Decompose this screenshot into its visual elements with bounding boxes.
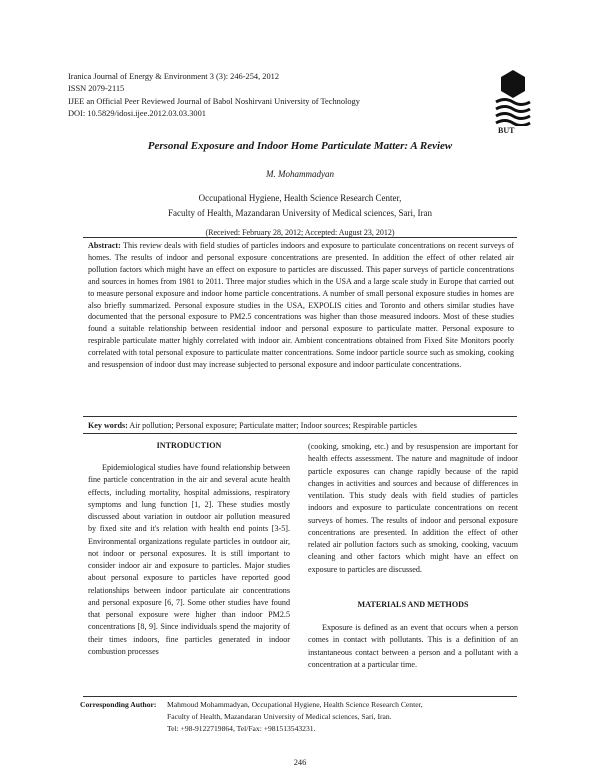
doi: DOI: 10.5829/idosi.ijee.2012.03.03.3001 [68, 109, 206, 118]
divider [83, 416, 517, 417]
abstract [88, 240, 514, 371]
paper-title: Personal Exposure and Indoor Home Particulate Matter: A Review [147, 140, 453, 152]
corresponding-author-line-3: Tel: +98-9122719864, Tel/Fax: +981513543231. [167, 724, 316, 733]
journal-description: IJEE an Official Peer Reviewed Journal of Babol Noshirvani University of Technology [68, 97, 360, 106]
affiliation-line-2: Faculty of Health, Mazandaran University of Medical sciences, Sari, Iran [168, 208, 432, 218]
footer-divider [83, 696, 517, 697]
right-column-methods [308, 622, 518, 671]
corresponding-author-line-1: Mahmoud Mohammadyan, Occupational Hygiene, Health Science Research Center, [167, 700, 423, 709]
keywords [88, 420, 514, 431]
keywords-label: Key words: [88, 421, 128, 430]
author: M. Mohammadyan [266, 169, 334, 179]
right-column [308, 441, 518, 576]
corresponding-author-label: Corresponding Author: [80, 700, 157, 709]
abstract-label: Abstract: [88, 241, 121, 250]
divider [83, 237, 517, 238]
page-number: 246 [293, 758, 307, 767]
corresponding-author-line-2: Faculty of Health, Mazandaran University of Medical sciences, Sari, Iran. [167, 712, 392, 721]
abstract-text: This review deals with field studies of particles indoors and exposure to particulate concentrations on recent surveys of homes. The results of indoor and personal exposure concentrations are presented. In addition the effect of other related air pollution factors which might have an effect on exposure to particles are discussed. This paper surveys of particle concentrations and sources in homes from 1981 to 2011. Three major studies which in the USA and a large scale study in Europe that carried out to measure personal exposure and indoor home particle concentrations. A number of small personal exposure studies in homes are also briefly summarized. Personal exposure studies in the USA, EXPOLIS cities and Toronto and others similar studies have documented that the personal exposure to PM2.5 concentrations was higher than those measured indoors. Most of these studies found a suitable relationship between residential indoor and personal exposure to particulate matter. Personal exposure to respirable particulate matter highly correlated with indoor air. Ambient concentrations obtained from Fixed Site Monitors poorly correlated with total personal exposure to particulate matter concentrations. Some indoor particle source such as smoking, cooking and resuspension of indoor dust may increase subjected to personal exposure and indoor particulate concentrations. [88, 241, 514, 370]
journal-citation: Iranica Journal of Energy & Environment 3 (3): 246-254, 2012 [68, 72, 280, 81]
logo-label: BUT [498, 126, 515, 135]
received-dates: (Received: February 28, 2012; Accepted: August 23, 2012) [205, 228, 395, 237]
continued-paragraph: (cooking, smoking, etc.) and by resuspension are important for health effects assessment. The nature and magnitude of indoor particle exposures can change rapidly because of the rapid changes in activities and sources and because of differences in ventilation. This study deals with field studies of particles indoors and exposure to particulate concentrations on recent surveys of homes. The results of indoor and personal exposure concentrations are presented. In addition the effect of other related air pollution factors such as smoking, cooking, vacuum cleaning and other factors which might have an effect on exposure to particles are discussed. [308, 442, 518, 574]
issn: ISSN 2079-2115 [68, 84, 125, 93]
university-logo [492, 68, 534, 126]
methods-heading: MATERIALS AND METHODS [357, 600, 469, 609]
introduction-paragraph: Epidemiological studies have found relationship between fine particle concentration in the air and several acute health effects, including mortality, hospital admissions, respiratory symptoms and lung function [1, 2]. These studies mostly discussed about variation in outdoor air pollution measured by fixed site and it's relation with health end points [3-5]. Environmental organizations regulate particles in outdoor air, not indoor or personal exposures. It is still important to consider indoor air and exposure to particles. Major studies about personal exposure to particles have reported good relationships between indoor particulate air concentrations and personal exposure [6, 7]. Some other studies have found that personal exposure were higher than indoor PM2.5 concentrations [8, 9]. Since individuals spend the majority of their times indoors, fine particles generated in indoor combustion processes [88, 463, 290, 656]
left-column [88, 462, 290, 658]
affiliation-line-1: Occupational Hygiene, Health Science Research Center, [198, 193, 402, 203]
keywords-text: Air pollution; Personal exposure; Particulate matter; Indoor sources; Respirable particles [127, 421, 417, 430]
methods-paragraph: Exposure is defined as an event that occurs when a person comes in contact with pollutants. This is a definition of an instantaneous contact between a person and a pollutant with a concentration at a particular time. [308, 623, 518, 669]
introduction-heading: INTRODUCTION [156, 441, 222, 450]
divider [83, 433, 517, 434]
